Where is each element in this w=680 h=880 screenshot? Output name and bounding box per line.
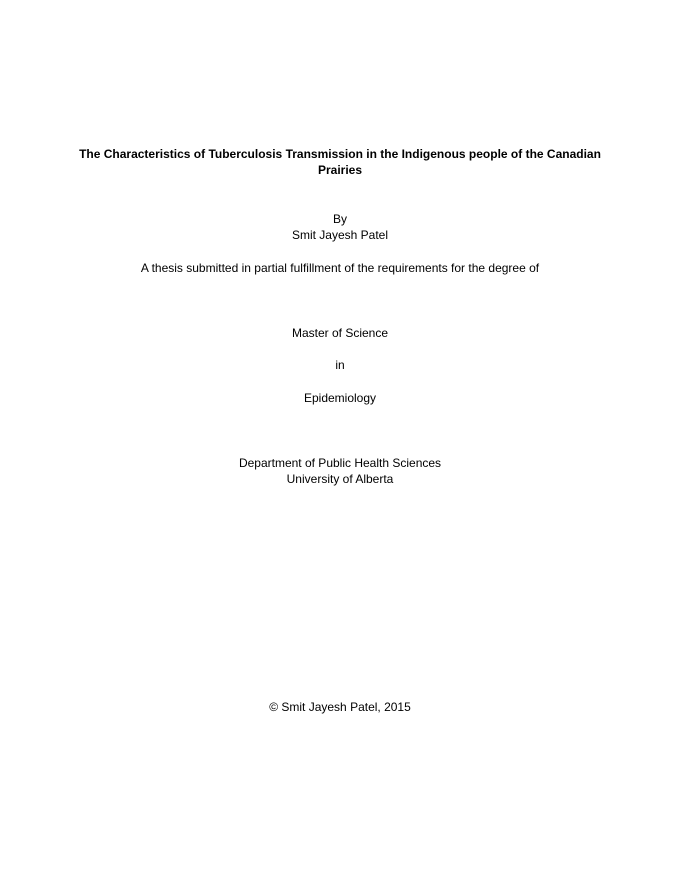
submission-statement: A thesis submitted in partial fulfillment of the requirements for the degree of: [140, 261, 540, 275]
author-name: Smit Jayesh Patel: [291, 228, 389, 242]
thesis-title-line-1: The Characteristics of Tuberculosis Transmission in the Indigenous people of the Canadian: [79, 147, 601, 161]
discipline-name: Epidemiology: [303, 391, 377, 405]
in-label: in: [335, 358, 345, 372]
copyright-notice: © Smit Jayesh Patel, 2015: [269, 700, 411, 714]
degree-name: Master of Science: [291, 326, 389, 340]
by-label: By: [332, 212, 347, 226]
department-name: Department of Public Health Sciences: [238, 456, 442, 470]
thesis-title-line-2: Prairies: [317, 163, 363, 177]
university-name: University of Alberta: [286, 472, 394, 486]
